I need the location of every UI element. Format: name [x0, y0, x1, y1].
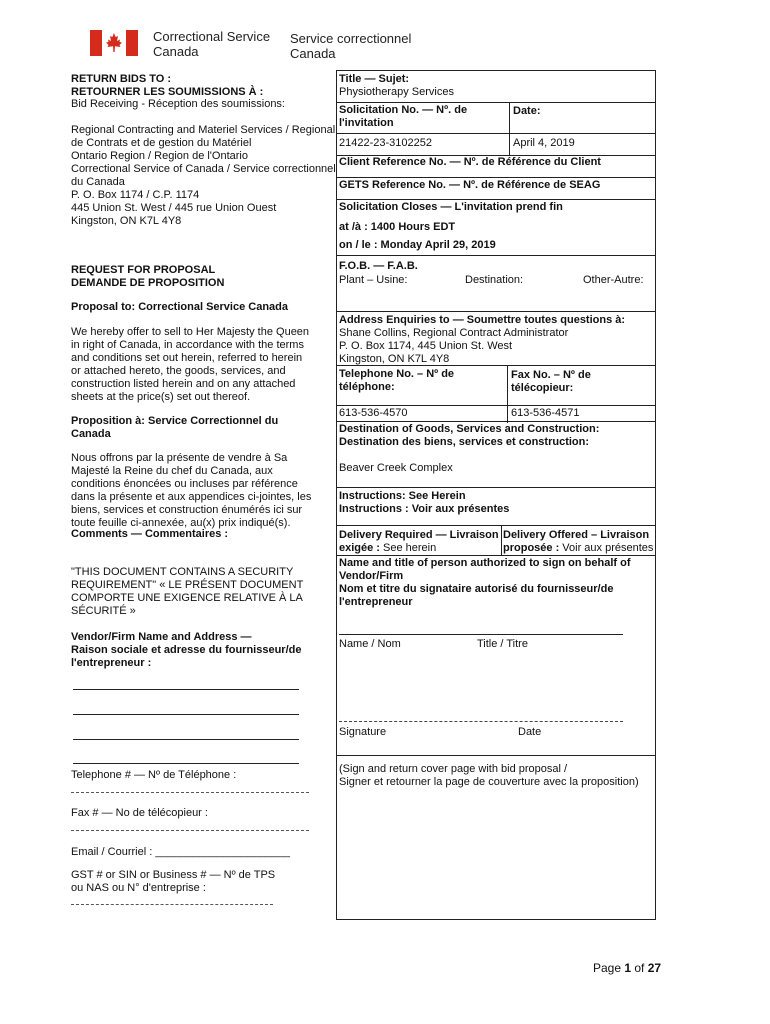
- delivery-offered: Delivery Offered – Livraison proposée : Voir aux présentes: [503, 529, 654, 554]
- divider: [337, 177, 655, 178]
- divider: [337, 405, 655, 406]
- closing-time: at /à : 1400 Hours EDT: [339, 221, 456, 233]
- signature-label: Signature: [339, 726, 387, 738]
- gets-reference-label: GETS Reference No. — Nº. de Référence de SEAG: [339, 179, 601, 191]
- return-address: Regional Contracting and Materiel Services / Regional de Contrats et de gestion du Matériel Ontario Region / Region de l'Ontario Correctional Service of Canada / Service correctionnel du Canada P. O. Box 1174 / C.P. 1174 445 Union St. West / 445 rue Union Ouest Kingston, ON K7L 4Y8: [71, 124, 336, 227]
- column-divider: [507, 365, 508, 423]
- fax-number: 613-536-4571: [511, 407, 580, 419]
- vendor-address-line-1[interactable]: [73, 689, 299, 690]
- fob-label: F.O.B. — F.A.B.: [339, 260, 418, 272]
- vendor-address-label: Vendor/Firm Name and Address — Raison sociale et adresse du fournisseur/de l'entrepreneur :: [71, 631, 302, 669]
- vendor-address-line-2[interactable]: [73, 714, 299, 715]
- closing-date: on / le : Monday April 29, 2019: [339, 239, 496, 251]
- dept-name-fr: Service correctionnel Canada: [290, 31, 412, 61]
- dept-name-en: Correctional Service Canada: [153, 29, 271, 59]
- vendor-address-line-3[interactable]: [73, 739, 299, 740]
- destination-goods-label: Destination of Goods, Services and Construction: Destination des biens, services et construction:: [339, 423, 600, 448]
- solicitation-label: Solicitation No. — Nº. de l'invitation: [339, 104, 468, 129]
- proposal-to: Proposal to: Correctional Service Canada: [71, 301, 289, 313]
- destination-value: Beaver Creek Complex: [339, 462, 453, 474]
- name-label: Name / Nom: [339, 638, 401, 650]
- delivery-required: Delivery Required — Livraison exigée : See herein: [339, 529, 499, 554]
- divider: [337, 365, 655, 366]
- solicitation-number: 21422-23-3102252: [339, 137, 432, 149]
- divider: [337, 199, 655, 200]
- client-reference-label: Client Reference No. — Nº. de Référence du Client: [339, 156, 601, 168]
- canada-flag-icon: [90, 30, 138, 56]
- telephone-label: Telephone # — Nº de Téléphone :: [71, 769, 237, 781]
- divider: [337, 133, 655, 134]
- signature-line[interactable]: [339, 721, 623, 722]
- authorized-signer-label: Name and title of person authorized to sign on behalf of Vendor/Firm Nom et titre du signataire autorisé du fournisseur/de l'entrepreneur: [339, 557, 631, 608]
- telephone-field[interactable]: [71, 792, 309, 793]
- fob-destination: Destination:: [465, 274, 524, 286]
- vendor-address-line-4[interactable]: [73, 763, 299, 764]
- proposition-heading: Proposition à: Service Correctionnel du Canada: [71, 415, 279, 440]
- solicitation-info-table: [336, 70, 656, 920]
- solicitation-closes-label: Solicitation Closes — L'invitation prend fin: [339, 201, 563, 213]
- signature-date-label: Date: [518, 726, 542, 738]
- offer-text-en: We hereby offer to sell to Her Majesty the Queen in right of Canada, in accordance with the terms and conditions set out herein, referred to herein or attached hereto, the goods, services, and construction listed herein and on any attached sheets at the price(s) set out thereof.: [71, 326, 310, 403]
- instructions-label: Instructions: See Herein Instructions : Voir aux présentes: [339, 490, 510, 515]
- date-label: Date:: [513, 105, 541, 117]
- fax-label: Fax # — No de télécopieur :: [71, 807, 208, 819]
- email-field[interactable]: Email / Courriel : ______________________: [71, 846, 290, 858]
- comments-label: Comments — Commentaires :: [71, 528, 229, 540]
- page-number: Page 1 of 27: [593, 961, 662, 975]
- gst-field[interactable]: [71, 904, 273, 905]
- divider: [337, 102, 655, 103]
- fax-label-right: Fax No. – Nº de télécopieur:: [511, 369, 591, 394]
- title-section: Title — Sujet: Physiotherapy Services: [339, 73, 454, 98]
- fob-plant: Plant – Usine:: [339, 274, 408, 286]
- rfp-heading: REQUEST FOR PROPOSAL DEMANDE DE PROPOSITION: [71, 264, 225, 289]
- offer-text-fr: Nous offrons par la présente de vendre à Sa Majesté la Reine du chef du Canada, aux conditions énoncées ou incluses par référence dans la présente et aux appendices ci-jointes, les biens, services et construction énumérés ici sur toute feuille ci-annexée, au(x) prix indiqué(s).: [71, 452, 312, 529]
- sign-return-note: (Sign and return cover page with bid proposal / Signer et retourner la page de couverture avec la proposition): [339, 763, 639, 788]
- security-notice: "THIS DOCUMENT CONTAINS A SECURITY REQUIREMENT" « LE PRÉSENT DOCUMENT COMPORTE UNE EXIGENCE RELATIVE À LA SÉCURITÉ »: [71, 566, 304, 617]
- gst-label: GST # or SIN or Business # — Nº de TPS ou NAS ou N° d'entreprise :: [71, 869, 276, 894]
- divider: [337, 311, 655, 312]
- enquiries-label: Address Enquiries to — Soumettre toutes questions à:: [339, 314, 626, 326]
- column-divider: [509, 102, 510, 156]
- return-bids-heading: RETURN BIDS TO : RETOURNER LES SOUMISSIONS À :: [71, 73, 264, 98]
- fax-field[interactable]: [71, 830, 309, 831]
- divider: [337, 487, 655, 488]
- fob-other: Other-Autre:: [583, 274, 644, 286]
- telephone-number: 613-536-4570: [339, 407, 408, 419]
- name-title-line[interactable]: [339, 634, 623, 635]
- divider: [337, 525, 655, 526]
- bid-receiving: Bid Receiving - Réception des soumissions:: [71, 98, 285, 110]
- divider: [337, 555, 655, 556]
- issue-date: April 4, 2019: [513, 137, 575, 149]
- divider: [337, 421, 655, 422]
- divider: [337, 255, 655, 256]
- title-label: Title / Titre: [477, 638, 528, 650]
- column-divider: [501, 525, 502, 555]
- telephone-label-right: Telephone No. – Nº de téléphone:: [339, 368, 455, 393]
- divider: [337, 755, 655, 756]
- contact-address: Shane Collins, Regional Contract Administrator P. O. Box 1174, 445 Union St. West Kingston, ON K7L 4Y8: [339, 327, 569, 365]
